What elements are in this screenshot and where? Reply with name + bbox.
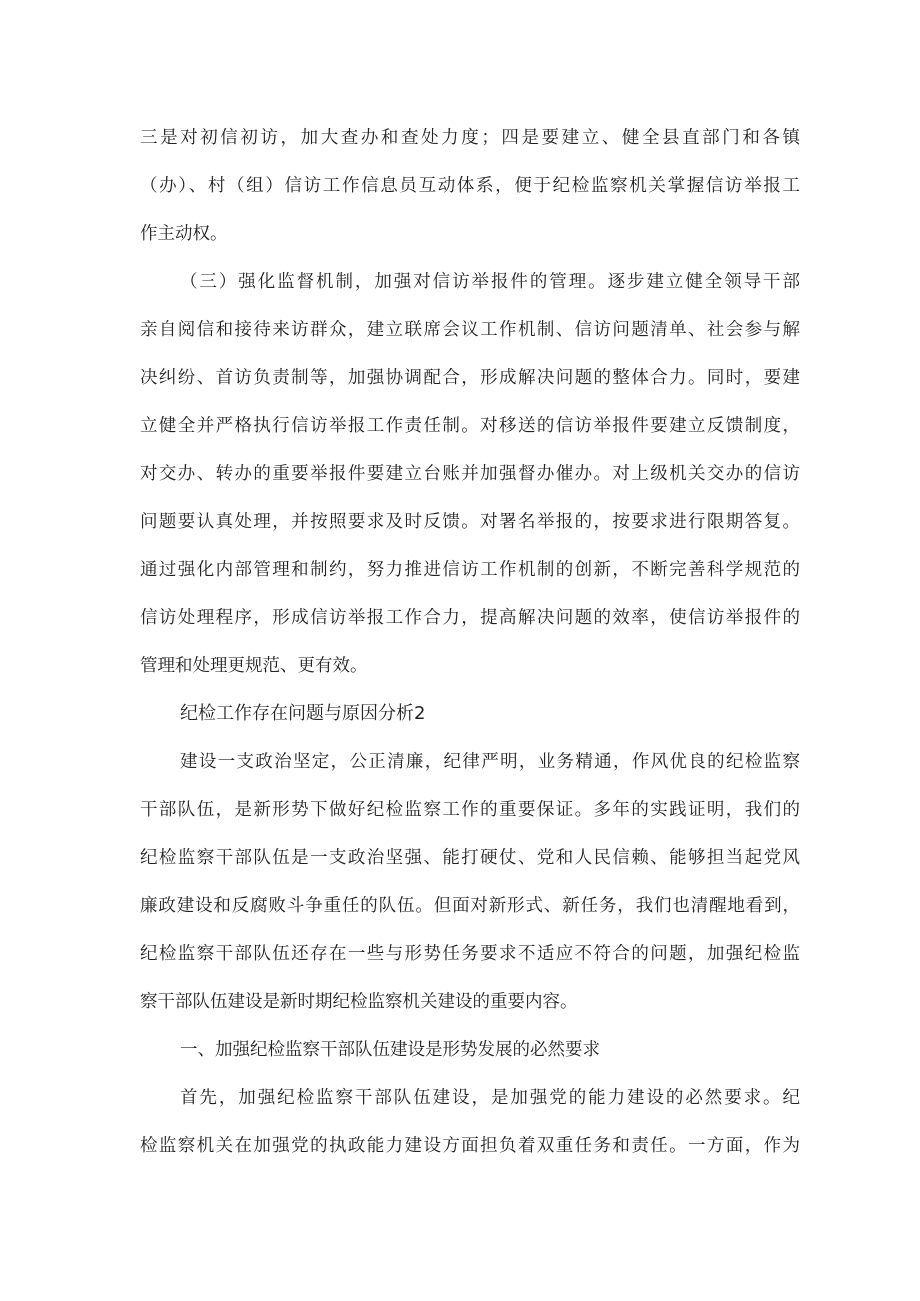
- subsection-heading: 一、加强纪检监察干部队伍建设是形势发展的必然要求: [180, 1040, 600, 1060]
- paragraph-line: 通过强化内部管理和制约，努力推进信访工作机制的创新，不断完善科学规范的: [140, 560, 800, 580]
- paragraph-line: 亲自阅信和接待来访群众，建立联席会议工作机制、信访问题清单、社会参与解: [140, 320, 800, 340]
- paragraph-line: （三）强化监督机制，加强对信访举报件的管理。逐步建立健全领导干部: [180, 272, 800, 292]
- paragraph-line: （办）、村（组）信访工作信息员互动体系，便于纪检监察机关掌握信访举报工: [140, 176, 800, 196]
- paragraph-line: 首先，加强纪检监察干部队伍建设，是加强党的能力建设的必然要求。纪: [180, 1088, 800, 1108]
- paragraph-line: 建设一支政治坚定，公正清廉，纪律严明，业务精通，作风优良的纪检监察: [180, 752, 800, 772]
- paragraph-line: 察干部队伍建设是新时期纪检监察机关建设的重要内容。: [140, 992, 578, 1012]
- paragraph-line: 纪检监察干部队伍是一支政治坚强、能打硬仗、党和人民信赖、能够担当起党风: [140, 848, 800, 868]
- paragraph-line: 管理和处理更规范、更有效。: [140, 656, 368, 676]
- paragraph-line: 干部队伍，是新形势下做好纪检监察工作的重要保证。多年的实践证明，我们的: [140, 800, 800, 820]
- paragraph-line: 纪检监察干部队伍还存在一些与形势任务要求不适应不符合的问题，加强纪检监: [140, 944, 800, 964]
- paragraph-line: 三是对初信初访，加大查办和查处力度；四是要建立、健全县直部门和各镇: [140, 128, 800, 148]
- paragraph-line: 对交办、转办的重要举报件要建立台账并加强督办催办。对上级机关交办的信访: [140, 464, 800, 484]
- section-heading: 纪检工作存在问题与原因分析2: [180, 703, 426, 724]
- paragraph-line: 问题要认真处理，并按照要求及时反馈。对署名举报的，按要求进行限期答复。: [140, 512, 800, 532]
- paragraph-line: 检监察机关在加强党的执政能力建设方面担负着双重任务和责任。一方面，作为: [140, 1136, 800, 1156]
- paragraph-line: 信访处理程序，形成信访举报工作合力，提高解决问题的效率，使信访举报件的: [140, 608, 800, 628]
- paragraph-line: 作主动权。: [140, 224, 228, 244]
- paragraph-line: 廉政建设和反腐败斗争重任的队伍。但面对新形式、新任务，我们也清醒地看到，: [140, 896, 800, 916]
- paragraph-line: 决纠纷、首访负责制等，加强协调配合，形成解决问题的整体合力。同时，要建: [140, 368, 800, 388]
- paragraph-line: 立健全并严格执行信访举报工作责任制。对移送的信访举报件要建立反馈制度，: [140, 416, 800, 436]
